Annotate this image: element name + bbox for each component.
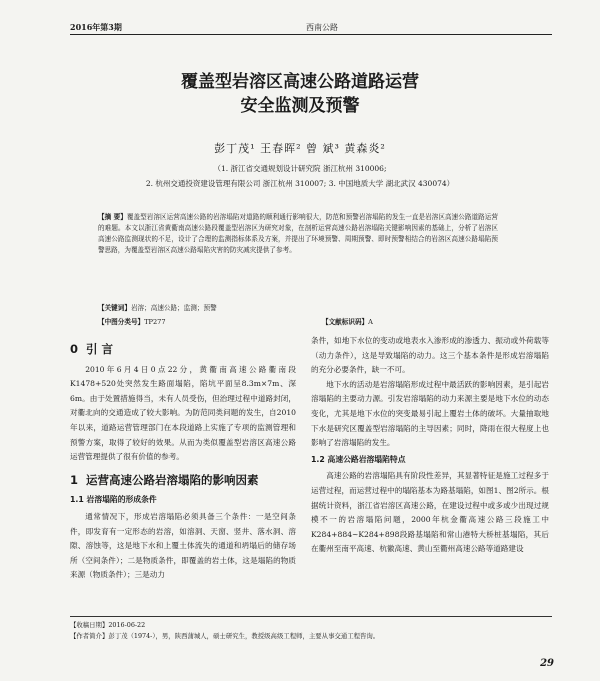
keywords-line [98, 302, 217, 312]
doc-code: A [368, 318, 373, 326]
abstract-label: 【摘 要】 [98, 213, 127, 221]
running-header [70, 20, 552, 35]
section-0-number: 0 [70, 342, 79, 356]
doc-code-label: 【文献标识码】 [322, 318, 369, 326]
abstract [98, 212, 498, 256]
intro-paragraph: 2010年6月4日0点22分，黄衢南高速公路衢南段K1478+520处突然发生路面塌陷，陷坑平面呈8.3m×7m、深6m。由于处置措施得当，未有人员受伤，但治理过程中道路封闭，对衢北向的交通造成了较大影响。为防范同类问题的发生，自2010年以来，道路运营管理部门在本段道路上实施了专项的监测管理和预警方案，取得了较好的效果。从而为类似覆盖型岩溶区高速公路运营管理提供了很有价值的参考。 [70, 364, 296, 462]
clc-code: TP277 [144, 318, 166, 326]
article-title [0, 70, 600, 118]
section-1-2-heading: 1.2 高速公路岩溶塌陷特点 [311, 454, 406, 464]
journal-name: 西南公路 [306, 23, 338, 32]
section-1-heading [70, 473, 296, 488]
footnotes [70, 616, 552, 642]
left-column [70, 334, 296, 583]
section-1-number: 1 [70, 472, 79, 487]
doc-code-line [322, 316, 373, 326]
section-1-1-heading: 1.1 岩溶塌陷的形成条件 [70, 495, 157, 505]
affiliation-line-1: （1. 浙江省交通规划设计研究院 浙江杭州 310006; [213, 164, 387, 173]
author-bio: 【作者简介】彭丁茂（1974-），男，陕西蒲城人，硕士研究生，教授级高级工程师，主要从事交通工程咨询。 [70, 632, 380, 640]
right-paragraph-2: 地下水的活动是岩溶塌陷形成过程中最活跃的影响因素，是引起岩溶塌陷的主要动力源。引发岩溶塌陷的动力来源主要是地下水位的动态变化，尤其是地下水位的突变最易引起上覆岩土体的破坏。大量抽取地下水是研究区覆盖型岩溶塌陷的主导因素；同时，降雨在很大程度上也影响了岩溶塌陷的发生。 [311, 379, 549, 448]
title-line-2: 安全监测及预警 [240, 96, 360, 116]
abstract-text: 覆盖型岩溶区运营高速公路的岩溶塌陷对道路的顺利通行影响很大，防范和预警岩溶塌陷的发生一直是岩溶区高速公路道路运营的难题。本文以浙江省黄衢南高速公路段覆盖型岩溶区为研究对象，在剖析运营高速公路岩溶塌陷关键影响因素的基础上，分析了岩溶区高速公路监测现状的不足，设计了合理的监测指标体系及方案，并提出了环境预警、周期预警、即时预警相结合的岩溶区高速公路塌陷预警思路，为覆盖型岩溶区高速公路塌陷灾害的防灾减灾提供了参考。 [98, 213, 498, 254]
clc-label: 【中图分类号】 [98, 318, 145, 326]
affiliation-line-2: 2. 杭州交通投资建设管理有限公司 浙江杭州 310007; 3. 中国地质大学 湖北武汉 430074） [145, 179, 455, 188]
issue-label: 2016年第3期 [70, 22, 122, 32]
right-paragraph-3: 高速公路的岩溶塌陷具有阶段性差异，其显著特征是施工过程多于运营过程，而运营过程中的塌陷基本为路基塌陷，如图1、图2所示。根据统计资料，浙江省岩溶区高速公路，在建设过程中或多或少出现过规模不一的岩溶塌陷问题，2000年杭金衢高速公路三段施工中K284+884~K284+898段路基塌陷和常山港特大桥桩基塌陷，其后在衢州至南平高速、杭徽高速、黄山至衢州高速公路等道路建设 [311, 471, 549, 554]
clc-line [98, 316, 166, 326]
received-date: 【收稿日期】2016-06-22 [70, 621, 146, 629]
section-0-heading [70, 342, 296, 357]
page-number: 29 [540, 658, 554, 669]
title-line-1: 覆盖型岩溶区高速公路道路运营 [181, 72, 419, 92]
section-1-1-paragraph: 通常情况下，形成岩溶塌陷必须具备三个条件：一是空间条件，即发育有一定形态的岩溶，如溶洞、天窗、竖井、落水洞、溶隙、溶蚀等，这是地下水和上覆土体流失的通道和坍塌后的储存场所（空间条件）；二是物质条件，即覆盖的岩土体，这是塌陷的物质来源（物质条件）；三是动力 [70, 511, 296, 580]
keywords-label: 【关键词】 [98, 304, 131, 312]
authors: 彭丁茂¹ 王春晖² 曾 斌³ 黄森炎² [214, 142, 386, 155]
section-0-title: 引 言 [86, 342, 114, 356]
right-column [311, 334, 549, 557]
section-1-title: 运营高速公路岩溶塌陷的影响因素 [86, 472, 259, 487]
keywords: 岩溶；高速公路；监测；预警 [130, 304, 217, 312]
right-paragraph-1: 条件，如地下水位的变动或地表水入渗形成的渗透力、振动或外荷载等（动力条件），这是导致塌陷的动力。这三个基本条件是形成岩溶塌陷的充分必要条件，缺一不可。 [311, 336, 549, 375]
